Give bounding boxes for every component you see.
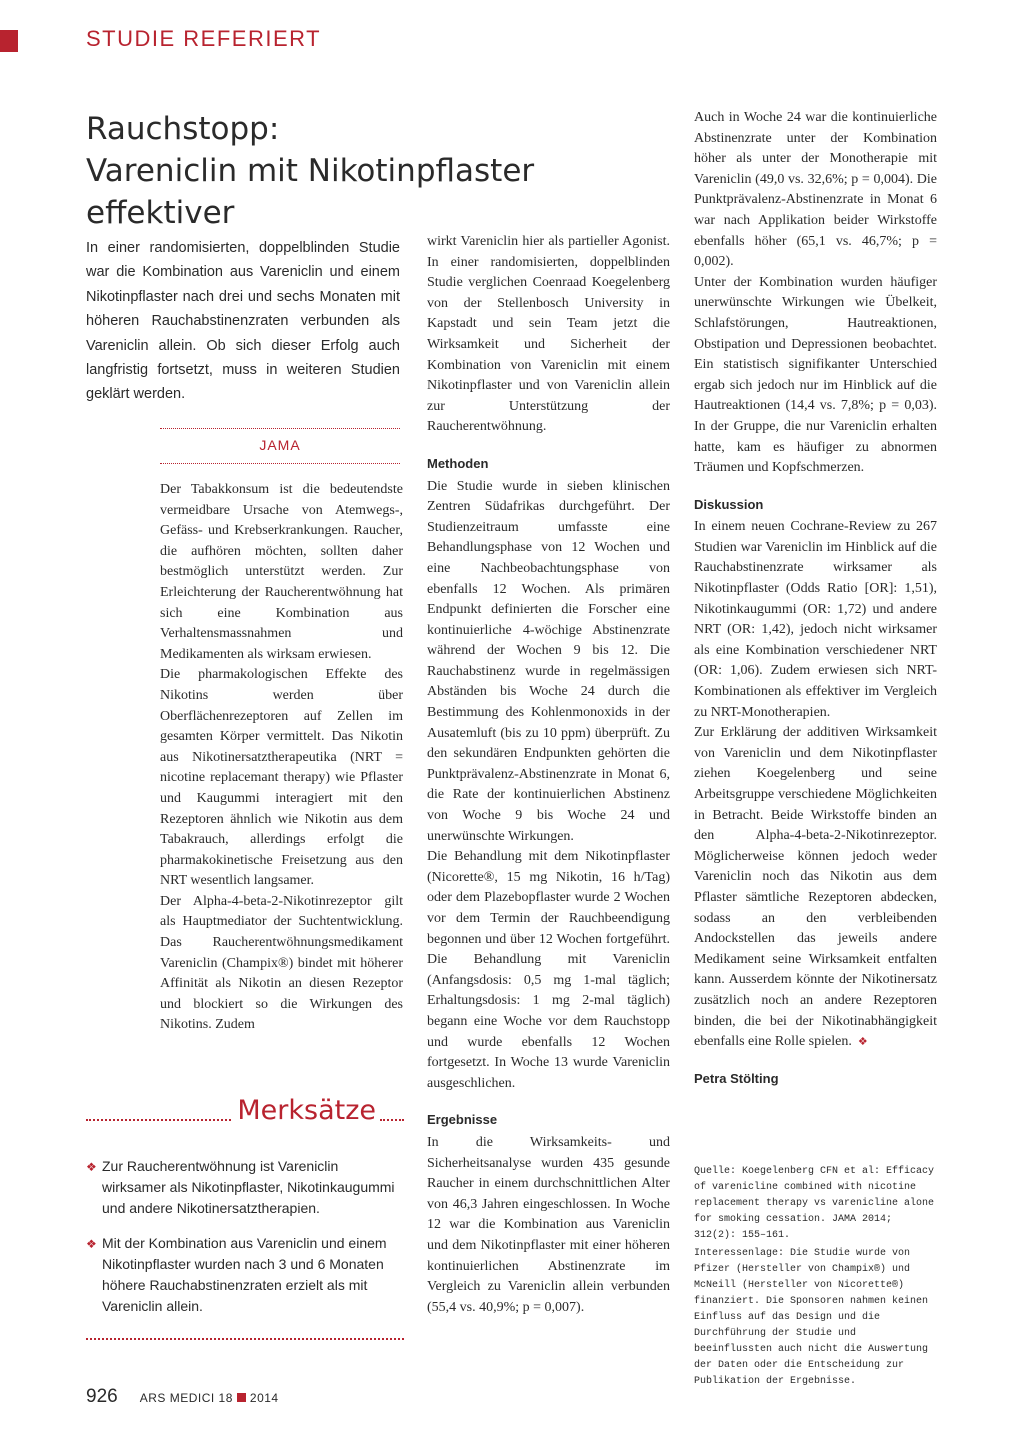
merksaetze-item-text: Zur Raucherentwöhnung ist Vareniclin wirksamer als Nikotinpflaster, Nikotinkaugummi und andere Nikotinersatztherapien. [102,1158,395,1216]
discussion-paragraph-2 [694,723,937,1053]
col3-paragraph-2: Unter der Kombination wurden häufiger unerwünschte Wirkungen wie Übelkeit, Schlafstörungen, Hautreaktionen, Obstipation und Depressionen beobachtet. Ein statistisch signifikanter Unterschied ergab sich jedoch nur im Hinblick auf die Hautreaktionen (14,4 vs. 7,8%; p = 0,03). In der Gruppe, die nur Vareniclin erhalten hatte, kam es häufiger zu abnormen Träumen und Kopfschmerzen. [694,274,937,476]
journal-year: 2014 [249,1391,279,1405]
merksaetze-header [86,1090,404,1130]
methods-heading: Methoden [427,455,489,471]
section-accent-bar [0,30,18,52]
methods-paragraph-1: Die Studie wurde in sieben klinischen Zentren Südafrikas durchgeführt. Der Studienzeitraum umfasste eine Behandlungsphase von 12 Wochen und eine Nachbeobachtungsphase von ebenfalls 12 Wochen. Als primären Endpunkt definierten die Forscher eine kontinuierliche 4-wöchige Abstinenzrate während der Wochen 9 bis 12. Die Rauchabstinenz wurde in regelmässigen Abständen bis Woche 24 durch die Bestimmung des Kohlenmonoxids in der Ausatemluft (bis zu 10 ppm) überprüft. Zu den sekundären Endpunkten gehörten die Punktprävalenz-Abstinenzrate in Monat 6, die Rate der kontinuierlichen Abstinenz von Woche 9 bis Woche 24 und unerwünschte Wirkungen. [427,478,670,844]
merksaetze-heading: Merksätze [237,1094,376,1126]
col2-paragraph-1: wirkt Vareniclin hier als partieller Agonist. In einer randomisierten, doppelblinden Studie verglichen Coenraad Koegelenberg von der Stellenbosch University in Kapstadt und sein Team jetzt die Wirksamkeit und Sicherheit der Kombination von Vareniclin mit einem Nikotinpflaster und von Vareniclin allein zur Unterstützung der Raucherentwöhnung. [427,234,670,435]
source-tag: JAMA [259,437,301,453]
diamond-bullet-icon: ❖ [86,1160,97,1174]
source-tag-box [160,428,400,464]
end-mark-icon: ❖ [857,1036,868,1049]
source-note: Quelle: Koegelenberg CFN et al: Efficacy of varenicline combined with nicotine replacement therapy vs varenicline alone for smoking cessation. JAMA 2014; 312(2): 155–161. [694,1166,935,1241]
merksaetze-bottom-rule [86,1338,404,1340]
merksaetze-trailing-dots [380,1099,404,1121]
page-footer [86,1386,279,1408]
title-line-2: Vareniclin mit Nikotinpflaster effektiver [86,153,535,231]
article-lead: In einer randomisierten, doppelblinden Studie war die Kombination aus Vareniclin und einem Nikotinpflaster nach drei und sechs Monaten mit höheren Rauchabstinenzraten verbunden als Vareniclin allein. Ob sich dieser Erfolg auch langfristig fortsetzt, muss in weiteren Studien geklärt werden. [86,240,400,403]
results-paragraph-1: In die Wirksamkeits- und Sicherheitsanalyse wurden 435 gesunde Raucher in einem durchschnittlichen Alter von 46,3 Jahren eingeschlossen. In Woche 12 war die Kombination aus Vareniclin und dem Nikotinpflaster mit einer höheren kontinuierlichen Abstinenzrate im Vergleich zu Vareniclin allein verbunden (55,4 vs. 40,9%; p = 0,007). [427,1134,670,1315]
intro-paragraph-2: Die pharmakologischen Effekte des Nikotins werden über Oberflächenrezeptoren auf Zellen im gesamten Körper vermittelt. Das Nikotin aus Nikotinersatztherapeutika (NRT = nicotine replacemant therapy) wie Pflaster und Kaugummi interagiert mit den Rezeptoren ähnlich wie Nikotin aus dem Tabakrauch, allerdings erfolgt die pharmakokinetische Freisetzung aus den NRT wesentlich langsamer. [160,667,403,889]
merksaetze-item-text: Mit der Kombination aus Vareniclin und einem Nikotinpflaster wurden nach 3 und 6 Monaten höhere Rauchabstinenzraten erzielt als mit Vareniclin allein. [102,1235,387,1314]
diamond-bullet-icon: ❖ [86,1237,97,1251]
merksaetze-leader-dots [86,1099,231,1121]
article-title [86,108,666,234]
column-2 [427,232,670,1318]
author-name: Petra Stölting [694,1070,779,1086]
col3-paragraph-1: Auch in Woche 24 war die kontinuierliche Abstinenzrate unter der Kombination höher als unter der Monotherapie mit Vareniclin (49,0 vs. 32,6%; p = 0,004). Die Punktprävalenz-Abstinenzrate in Monat 6 war nach Applikation beider Wirkstoffe ebenfalls höher (65,1 vs. 46,7%; p = 0,002). [694,110,937,270]
section-label: STUDIE REFERIERT [86,26,322,51]
merksaetze-list [86,1156,404,1331]
column-1 [160,480,403,1036]
intro-paragraph-3: Der Alpha-4-beta-2-Nikotinrezeptor gilt als Hauptmediator der Suchtentwicklung. Das Raucherentwöhnungsmedikament Vareniclin (Champix®) bindet mit höherer Affinität als Nikotin an diesen Rezeptor und blockiert so die Wirkungen des Nikotins. Zudem [160,893,403,1033]
intro-paragraph-1: Der Tabakkonsum ist die bedeutendste vermeidbare Ursache von Atemwegs-, Gefäss- und Krebserkrankungen. Raucher, die aufhören möchten, sollten daher bestmöglich unterstützt werden. Zur Erleichterung der Raucherentwöhnung hat sich eine Kombination aus Verhaltensmassnahmen und Medikamenten als wirksam erwiesen. [160,482,403,662]
conflict-of-interest-note: Interessenlage: Die Studie wurde von Pfizer (Hersteller von Champix®) und McNeill (Hersteller von Nicorette®) finanziert. Die Sponsoren nahmen keinen Einfluss auf das Design und die Durchführung der Studie und beeinflussten auch nicht die Auswertung der Daten oder die Entscheidung zur Publikation der Ergebnisse. [694,1248,929,1387]
results-heading: Ergebnisse [427,1112,498,1128]
discussion-paragraph-1: In einem neuen Cochrane-Review zu 267 Studien war Vareniclin im Hinblick auf die Rauchabstinenzrate wirksamer als Nikotinpflaster (Odds Ratio [OR]: 1,51), Nikotinkaugummi (OR: 1,72) und andere NRT (OR: 1,42), jedoch nicht wirksamer als eine Kombination verschiedener NRT (OR: 1,06). Zudem erwiesen sich NRT-Kombinationen als effektiver im Vergleich zu NRT-Monotherapien. [694,519,937,720]
journal-issue: ARS MEDICI 18 [139,1391,233,1405]
footer-square-icon [237,1393,246,1402]
merksaetze-item [86,1233,404,1317]
page-number: 926 [86,1386,118,1407]
source-tag-bottom-rule [160,463,400,464]
discussion-paragraph-2-text: Zur Erklärung der additiven Wirksamkeit von Vareniclin und dem Nikotinpflaster ziehen Koegelenberg und seine Arbeitsgruppe verschiedene Möglichkeiten in Betracht. Beide Wirkstoffe binden an den Alpha-4-beta-2-Nikotinrezeptor. Möglicherweise können jedoch weder Vareniclin noch das Nikotin aus dem Pflaster sämtliche Rezeptoren abdecken, sodass an den verbleibenden Andockstellen das jeweils andere Medikament seine Wirksamkeit entfalten kann. Ausserdem könnte der Nikotinersatz zusätzlich noch an andere Rezeptoren binden, die bei der Nikotinabhängigkeit ebenfalls eine Rolle spielen. [694,725,937,1050]
merksaetze-item [86,1156,404,1219]
title-line-1: Rauchstopp: [86,111,280,147]
column-3 [694,108,937,1089]
methods-paragraph-2: Die Behandlung mit dem Nikotinpflaster (Nicorette®, 15 mg Nikotin, 16 h/Tag) oder dem Plazebopflaster wurde 2 Wochen vor dem Termin der Rauchbeendigung begonnen und über 12 Wochen fortgeführt. Die Behandlung mit Vareniclin (Anfangsdosis: 0,5 mg 1-mal täglich; Erhaltungsdosis: 1 mg 2-mal täglich) begann eine Woche vor dem Rauchstopp und wurde ebenfalls 12 Wochen fortgesetzt. In Woche 13 wurde Vareniclin ausgeschlichen. [427,849,670,1091]
discussion-heading: Diskussion [694,496,764,512]
